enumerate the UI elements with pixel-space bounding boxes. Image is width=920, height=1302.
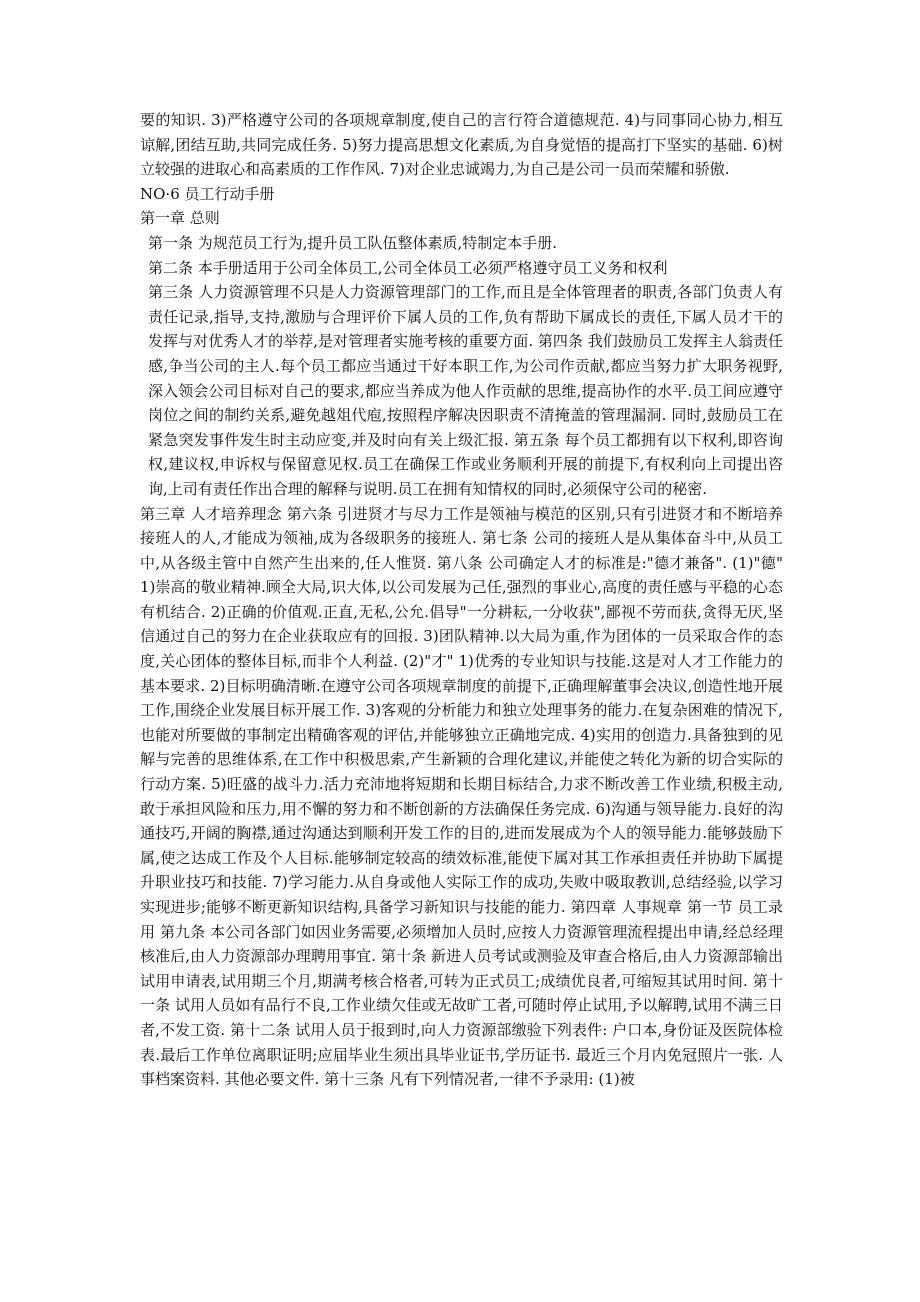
chapter-heading: 第一章 总则 — [140, 209, 220, 228]
article-2: 第二条 本手册适用于公司全体员工,公司全体员工必须严格遵守员工义务和权利 — [148, 258, 668, 277]
document-page — [140, 108, 783, 1092]
chapter-3-4-body: 第三章 人才培养理念 第六条 引进贤才与尽力工作是领袖与模范的区别,只有引进贤才和不断培养接班人的人,才能成为领袖,成为各级职务的接班人. 第七条 公司的接班人是从集体奋斗中,从员工中,从各级主管中自然产生出来的,任人惟贤. 第八条 公司确定人才的标准是:"德才兼备". (1)"德" 1)崇高的敬业精神.顾全大局,识大体,以公司发展为己任,强烈的事业心,高度的责任感与平稳的心态有机结合. 2)正确的价值观.正直,无私,公允.倡导"一分耕耘,一分收获",鄙视不劳而获,贪得无厌,坚信通过自己的努力在企业获取应有的回报. 3)团队精神.以大局为重,作为团体的一员采取合作的态度,关心团体的整体目标,而非个人利益. (2)"才" 1)优秀的专业知识与技能.这是对人才工作能力的基本要求. 2)目标明确清晰.在遵守公司各项规章制度的前提下,正确理解董事会决议,创造性地开展工作,围绕企业发展目标开展工作. 3)客观的分析能力和独立处理事务的能力.在复杂困难的情况下,也能对所要做的事制定出精确客观的评估,并能够独立正确地完成. 4)实用的创造力.具备独到的见解与完善的思维体系,在工作中积极思索,产生新颖的合理化建议,并能使之转化为新的切合实际的行动方案. 5)旺盛的战斗力.活力充沛地将短期和长期目标结合,力求不断改善工作业绩,积极主动,敢于承担风险和压力,用不懈的努力和不断创新的方法确保任务完成. 6)沟通与领导能力.良好的沟通技巧,开阔的胸襟,通过沟通达到顺利开发工作的目的,进而发展成为个人的领导能力.能够鼓励下属,使之达成工作及个人目标.能够制定较高的绩效标准,能使下属对其工作承担责任并协助下属提升职业技巧和技能. 7)学习能力.从自身或他人实际工作的成功,失败中吸取教训,总结经验,以学习实现进步;能够不断更新知识结构,具备学习新知识与技能的能力. 第四章 人事规章 第一节 员工录用 第九条 本公司各部门如因业务需要,必须增加人员时,应按人力资源管理流程提出申请,经总经理核准后,由人力资源部办理聘用事宜. 第十条 新进人员考试或测验及审查合格后,由人力资源部输出试用申请表,试用期三个月,期满考核合格者,可转为正式员工;成绩优良者,可缩短其试用时间. 第十一条 试用人员如有品行不良,工作业绩欠佳或无故旷工者,可随时停止试用,予以解聘,试用不满三日者,不发工资. 第十二条 试用人员于报到时,向人力资源部缴验下列表件: 户口本,身份证及医院体检表.最后工作单位离职证明;应届毕业生须出具毕业证书,学历证书. 最近三个月内免冠照片一张. 人事档案资料. 其他必要文件. 第十三条 凡有下列情况者,一律不予录用: (1)被 — [140, 504, 783, 1089]
article-3-5: 第三条 人力资源管理不只是人力资源管理部门的工作,而且是全体管理者的职责,各部门负责人有责任记录,指导,支持,激励与合理评价下属人员的工作,负有帮助下属成长的责任,下属人员才干的发挥与对优秀人才的举荐,是对管理者实施考核的重要方面. 第四条 我们鼓励员工发挥主人翁责任感,争当公司的主人.每个员工都应当通过干好本职工作,为公司作贡献,都应当努力扩大职务视野,深入领会公司目标对自己的要求,都应当养成为他人作贡献的思维,提高协作的水平.员工间应遵守岗位之间的制约关系,避免越俎代庖,按照程序解决因职责不清掩盖的管理漏洞. 同时,鼓励员工在紧急突发事件发生时主动应变,并及时向有关上级汇报. 第五条 每个员工都拥有以下权利,即咨询权,建议权,申诉权与保留意见权.员工在确保工作或业务顺利开展的前提下,有权利向上司提出咨询,上司有责任作出合理的解释与说明.员工在拥有知情权的同时,必须保守公司的秘密. — [148, 283, 783, 498]
article-1: 第一条 为规范员工行为,提升员工队伍整体素质,特制定本手册. — [148, 233, 558, 252]
paragraph-intro: 要的知识. 3)严格遵守公司的各项规章制度,使自己的言行符合道德规范. 4)与同事同心协力,相互谅解,团结互助,共同完成任务. 5)努力提高思想文化素质,为自身觉悟的提高打下坚实的基础. 6)树立较强的进取心和高素质的工作作风. 7)对企业忠诚竭力,为自己是公司一员而荣耀和骄傲. — [140, 111, 783, 179]
section-heading: NO·6 员工行动手册 — [140, 184, 275, 203]
